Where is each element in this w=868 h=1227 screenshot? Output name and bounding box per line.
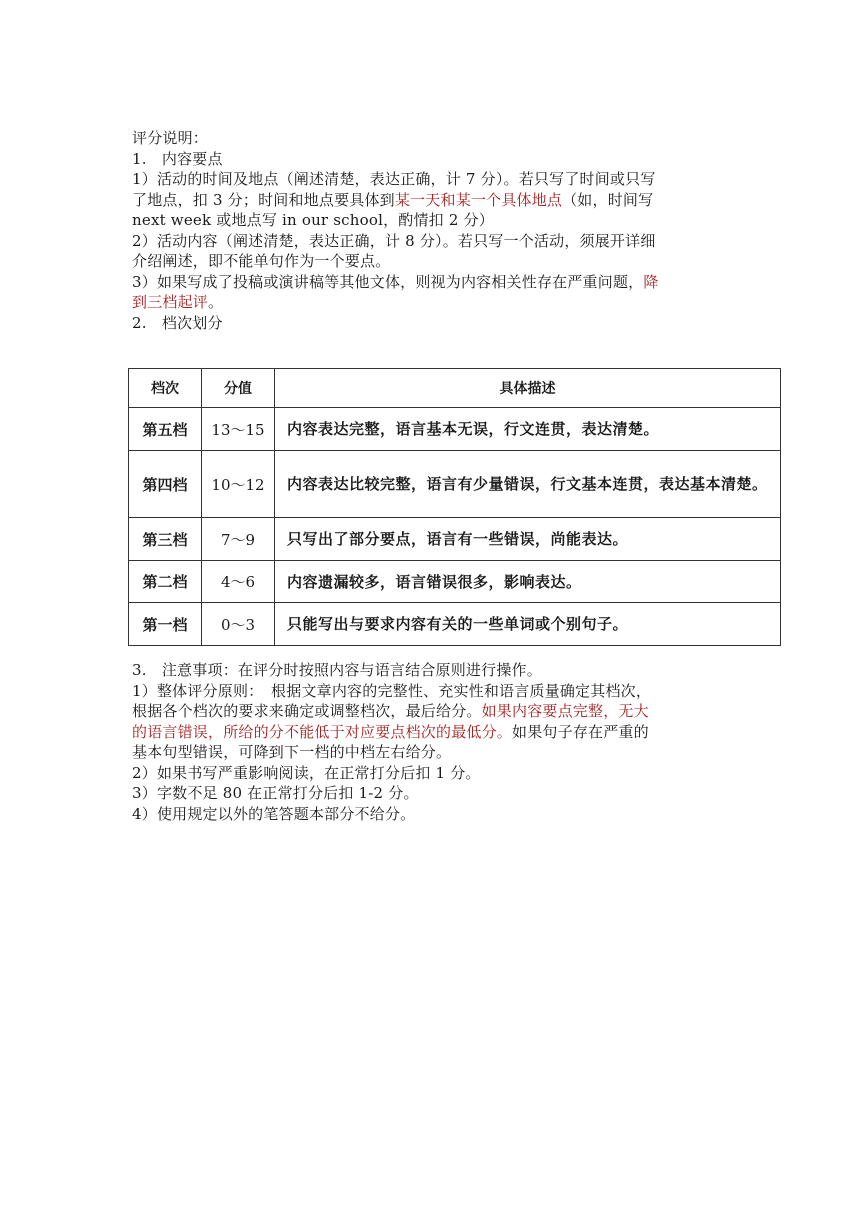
section3-line4: 基本句型错误，可降到下一档的中档左右给分。 bbox=[132, 743, 452, 761]
table-header-row bbox=[129, 369, 781, 408]
section1-line7 bbox=[132, 292, 752, 313]
description-cell: 内容遗漏较多，语言错误很多，影响表达。 bbox=[275, 561, 781, 603]
scoring-notes-top bbox=[132, 128, 752, 333]
section1-line2-post: （如，时间写 bbox=[562, 190, 654, 209]
section1-line2-pre: 了地点，扣 3 分；时间和地点要具体到 bbox=[132, 190, 395, 209]
header-score: 分值 bbox=[202, 369, 275, 408]
header-level: 档次 bbox=[129, 369, 202, 408]
table-row bbox=[129, 561, 781, 603]
section3-line2 bbox=[132, 701, 752, 722]
table-row bbox=[129, 451, 781, 518]
level-cell: 第一档 bbox=[129, 603, 202, 646]
grading-table bbox=[128, 368, 781, 646]
level-cell: 第三档 bbox=[129, 518, 202, 561]
header-description: 具体描述 bbox=[275, 369, 781, 408]
score-cell: 13～15 bbox=[202, 408, 275, 451]
section3-line3-post: 如果句子存在严重的 bbox=[512, 722, 649, 741]
score-cell: 0～3 bbox=[202, 603, 275, 646]
heading: 评分说明： bbox=[132, 129, 209, 147]
section3-line6: 3）字数不足 80 在正常打分后扣 1-2 分。 bbox=[132, 784, 419, 802]
section1-line6-emphasis: 降 bbox=[643, 272, 659, 291]
section1-line7-post: 。 bbox=[208, 293, 224, 311]
section3-line2-emphasis: 如果内容要点完整，无大 bbox=[481, 702, 649, 720]
table-row bbox=[129, 518, 781, 561]
section1-line2-emphasis: 某一天和某一个具体地点 bbox=[394, 190, 563, 209]
table-row bbox=[129, 603, 781, 646]
section1-title: 1. 内容要点 bbox=[132, 149, 223, 168]
scoring-notes-bottom bbox=[132, 660, 752, 824]
section1-line4: 2）活动内容（阐述清楚，表达正确，计 8 分）。若只写一个活动，须展开详细 bbox=[132, 231, 656, 250]
score-cell: 4～6 bbox=[202, 561, 275, 603]
score-cell: 10～12 bbox=[202, 451, 275, 518]
section1-line6-pre: 3）如果写成了投稿或演讲稿等其他文体，则视为内容相关性存在严重问题， bbox=[132, 272, 644, 291]
section1-line5: 介绍阐述，即不能单句作为一个要点。 bbox=[132, 252, 391, 270]
section3-title: 3. 注意事项：在评分时按照内容与语言结合原则进行操作。 bbox=[132, 661, 542, 679]
description-cell: 内容表达比较完整，语言有少量错误，行文基本连贯，表达基本清楚。 bbox=[275, 451, 781, 518]
level-cell: 第二档 bbox=[129, 561, 202, 603]
section1-line1: 1）活动的时间及地点（阐述清楚，表达正确，计 7 分）。若只写了时间或只写 bbox=[132, 170, 656, 188]
section1-line7-emphasis: 到三档起评 bbox=[132, 293, 209, 311]
table-row bbox=[129, 408, 781, 451]
score-cell: 7～9 bbox=[202, 518, 275, 561]
section3-line3-emphasis: 的语言错误，所给的分不能低于对应要点档次的最低分。 bbox=[132, 722, 513, 741]
level-cell: 第四档 bbox=[129, 451, 202, 518]
description-cell: 只能写出与要求内容有关的一些单词或个别句子。 bbox=[275, 603, 781, 646]
description-cell: 内容表达完整，语言基本无误，行文连贯，表达清楚。 bbox=[275, 408, 781, 451]
section3-line7: 4）使用规定以外的笔答题本部分不给分。 bbox=[132, 804, 416, 823]
description-cell: 只写出了部分要点，语言有一些错误，尚能表达。 bbox=[275, 518, 781, 561]
section1-line3: next week 或地点写 in our school，酌情扣 2 分） bbox=[132, 211, 494, 229]
section3-line5: 2）如果书写严重影响阅读，在正常打分后扣 1 分。 bbox=[132, 763, 481, 782]
section3-line3 bbox=[132, 722, 752, 743]
section1-line2 bbox=[132, 190, 752, 211]
section2-title: 2. 档次划分 bbox=[132, 313, 223, 332]
section1-line6 bbox=[132, 272, 752, 293]
level-cell: 第五档 bbox=[129, 408, 202, 451]
section3-line1: 1）整体评分原则： 根据文章内容的完整性、充实性和语言质量确定其档次， bbox=[132, 681, 652, 700]
section3-line2-pre: 根据各个档次的要求来确定或调整档次，最后给分。 bbox=[132, 702, 482, 720]
